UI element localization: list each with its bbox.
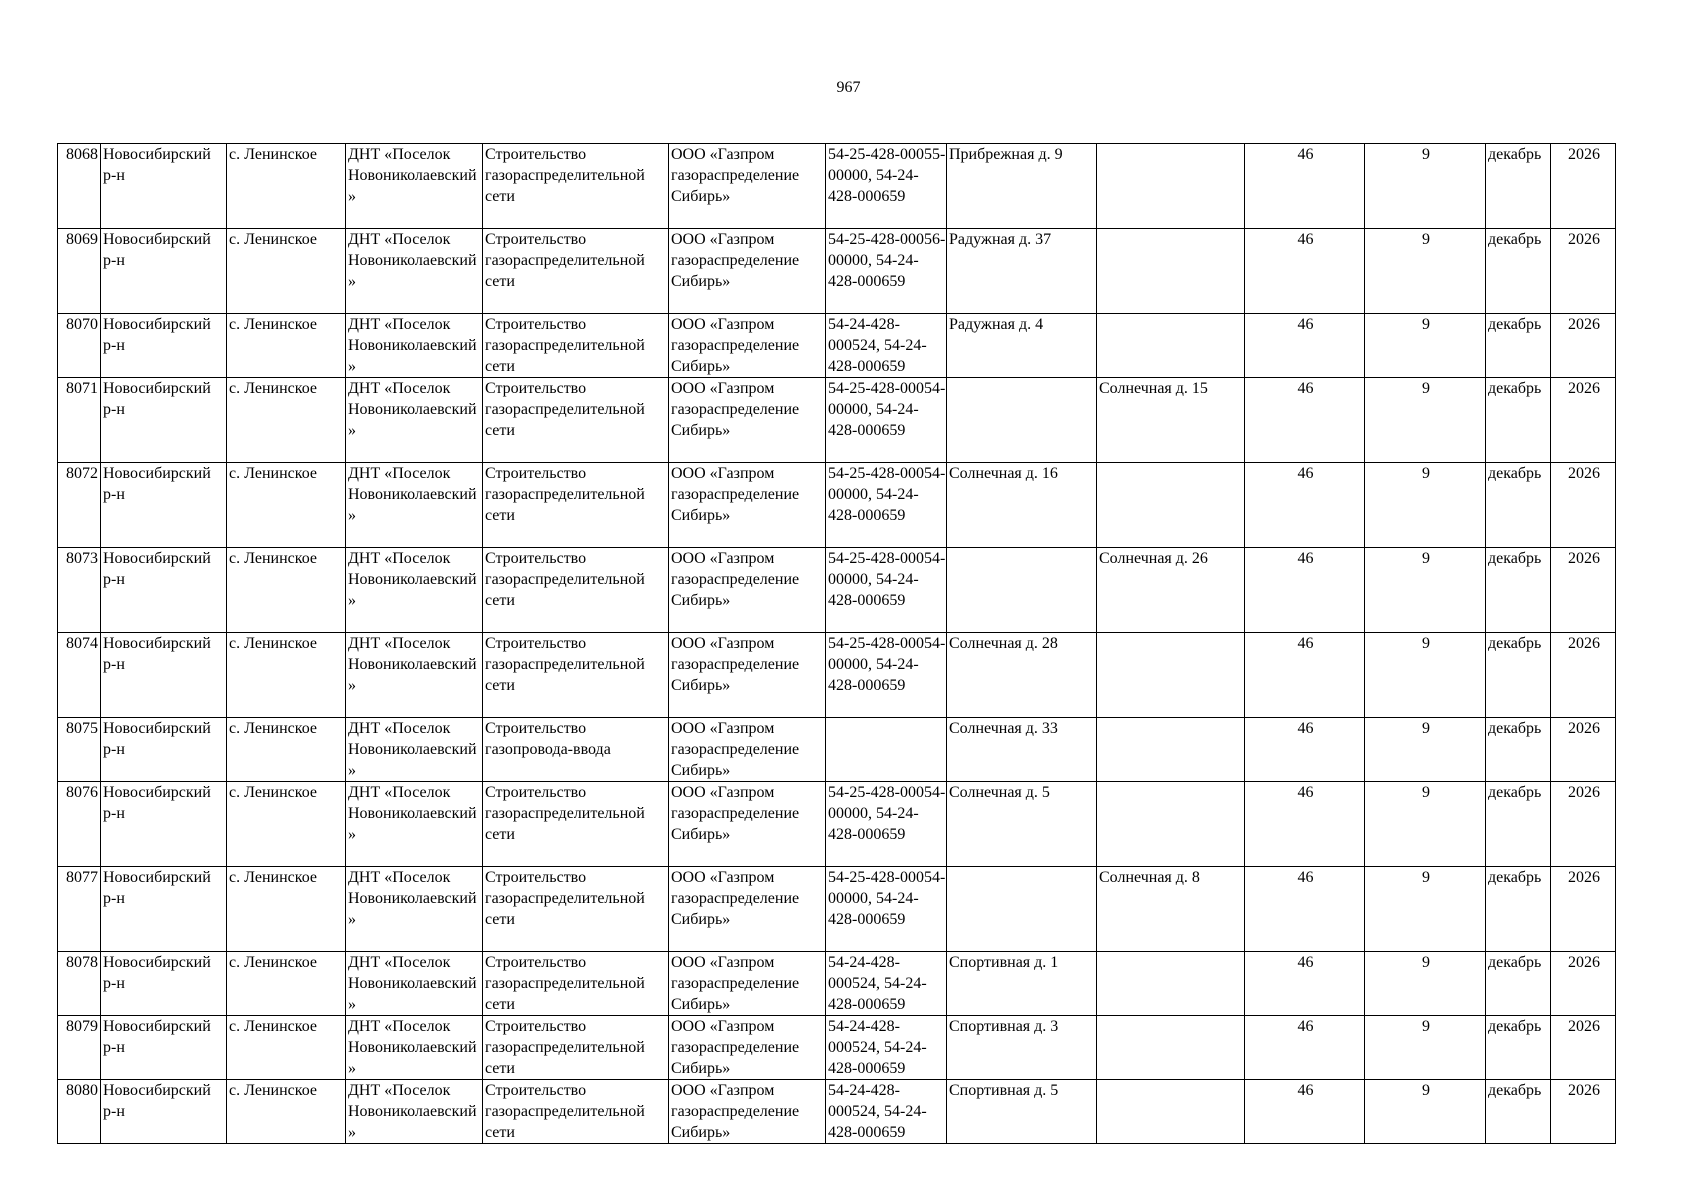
table-row xyxy=(58,314,1616,378)
cell-work-type: Строительство газораспределительной сети xyxy=(483,314,669,378)
cell-organization: ООО «Газпром газораспределение Сибирь» xyxy=(669,718,826,782)
cell-work-type: Строительство газораспределительной сети xyxy=(483,229,669,314)
cell-organization: ООО «Газпром газораспределение Сибирь» xyxy=(669,633,826,718)
cell-value-2: 9 xyxy=(1365,718,1486,782)
cell-address-b xyxy=(1097,952,1245,1016)
cell-locality: с. Ленинское xyxy=(227,952,346,1016)
cell-value-1: 46 xyxy=(1245,144,1365,229)
cell-year: 2026 xyxy=(1551,633,1616,718)
cell-district: Новосибирский р-н xyxy=(101,548,227,633)
cell-year: 2026 xyxy=(1551,144,1616,229)
cell-month: декабрь xyxy=(1486,718,1551,782)
cell-settlement: ДНТ «Поселок Новониколаевский» xyxy=(346,633,483,718)
cell-organization: ООО «Газпром газораспределение Сибирь» xyxy=(669,144,826,229)
table-row xyxy=(58,463,1616,548)
cell-value-2: 9 xyxy=(1365,463,1486,548)
cell-value-2: 9 xyxy=(1365,314,1486,378)
cell-cadastral-numbers: 54-25-428-00054-00000, 54-24-428-000659 xyxy=(826,548,947,633)
cell-address-b xyxy=(1097,718,1245,782)
cell-value-1: 46 xyxy=(1245,378,1365,463)
cell-cadastral-numbers: 54-25-428-00054-00000, 54-24-428-000659 xyxy=(826,463,947,548)
cell-locality: с. Ленинское xyxy=(227,1016,346,1080)
table-row xyxy=(58,952,1616,1016)
cell-year: 2026 xyxy=(1551,782,1616,867)
table-row xyxy=(58,229,1616,314)
cell-number: 8080 xyxy=(58,1080,101,1144)
cell-address-b xyxy=(1097,1016,1245,1080)
cell-organization: ООО «Газпром газораспределение Сибирь» xyxy=(669,867,826,952)
cell-settlement: ДНТ «Поселок Новониколаевский» xyxy=(346,1016,483,1080)
cell-address-b xyxy=(1097,633,1245,718)
cell-organization: ООО «Газпром газораспределение Сибирь» xyxy=(669,229,826,314)
cell-organization: ООО «Газпром газораспределение Сибирь» xyxy=(669,548,826,633)
cell-address-b xyxy=(1097,463,1245,548)
cell-district: Новосибирский р-н xyxy=(101,463,227,548)
cell-value-2: 9 xyxy=(1365,952,1486,1016)
table-row xyxy=(58,144,1616,229)
table-row xyxy=(58,1080,1616,1144)
cell-address-a: Спортивная д. 5 xyxy=(947,1080,1097,1144)
cell-address-a: Спортивная д. 1 xyxy=(947,952,1097,1016)
cell-number: 8072 xyxy=(58,463,101,548)
cell-district: Новосибирский р-н xyxy=(101,867,227,952)
cell-work-type: Строительство газораспределительной сети xyxy=(483,952,669,1016)
cell-address-b xyxy=(1097,144,1245,229)
cell-settlement: ДНТ «Поселок Новониколаевский» xyxy=(346,1080,483,1144)
cell-month: декабрь xyxy=(1486,378,1551,463)
cell-value-2: 9 xyxy=(1365,378,1486,463)
cell-organization: ООО «Газпром газораспределение Сибирь» xyxy=(669,1080,826,1144)
cell-year: 2026 xyxy=(1551,378,1616,463)
cell-locality: с. Ленинское xyxy=(227,463,346,548)
cell-cadastral-numbers: 54-25-428-00054-00000, 54-24-428-000659 xyxy=(826,782,947,867)
cell-work-type: Строительство газораспределительной сети xyxy=(483,867,669,952)
cell-year: 2026 xyxy=(1551,1016,1616,1080)
cell-value-2: 9 xyxy=(1365,782,1486,867)
cell-year: 2026 xyxy=(1551,867,1616,952)
cell-organization: ООО «Газпром газораспределение Сибирь» xyxy=(669,314,826,378)
cell-month: декабрь xyxy=(1486,867,1551,952)
cell-number: 8075 xyxy=(58,718,101,782)
cell-locality: с. Ленинское xyxy=(227,867,346,952)
cell-settlement: ДНТ «Поселок Новониколаевский» xyxy=(346,314,483,378)
table-row xyxy=(58,633,1616,718)
cell-cadastral-numbers: 54-24-428-000524, 54-24-428-000659 xyxy=(826,1016,947,1080)
cell-value-2: 9 xyxy=(1365,548,1486,633)
cell-number: 8076 xyxy=(58,782,101,867)
cell-value-2: 9 xyxy=(1365,633,1486,718)
cell-year: 2026 xyxy=(1551,548,1616,633)
cell-number: 8070 xyxy=(58,314,101,378)
cell-number: 8073 xyxy=(58,548,101,633)
cell-year: 2026 xyxy=(1551,718,1616,782)
cell-work-type: Строительство газораспределительной сети xyxy=(483,1016,669,1080)
cell-address-b: Солнечная д. 26 xyxy=(1097,548,1245,633)
cell-district: Новосибирский р-н xyxy=(101,144,227,229)
cell-number: 8078 xyxy=(58,952,101,1016)
cell-address-a: Солнечная д. 28 xyxy=(947,633,1097,718)
cell-district: Новосибирский р-н xyxy=(101,952,227,1016)
cell-year: 2026 xyxy=(1551,1080,1616,1144)
cell-month: декабрь xyxy=(1486,229,1551,314)
cell-year: 2026 xyxy=(1551,952,1616,1016)
cell-organization: ООО «Газпром газораспределение Сибирь» xyxy=(669,463,826,548)
cell-address-a xyxy=(947,548,1097,633)
cell-locality: с. Ленинское xyxy=(227,229,346,314)
cell-value-1: 46 xyxy=(1245,1080,1365,1144)
cell-address-a xyxy=(947,867,1097,952)
cell-month: декабрь xyxy=(1486,144,1551,229)
cell-value-1: 46 xyxy=(1245,633,1365,718)
cell-address-a: Солнечная д. 16 xyxy=(947,463,1097,548)
cell-address-b xyxy=(1097,1080,1245,1144)
cell-district: Новосибирский р-н xyxy=(101,782,227,867)
cell-year: 2026 xyxy=(1551,463,1616,548)
cell-settlement: ДНТ «Поселок Новониколаевский» xyxy=(346,952,483,1016)
cell-cadastral-numbers xyxy=(826,718,947,782)
cell-cadastral-numbers: 54-24-428-000524, 54-24-428-000659 xyxy=(826,1080,947,1144)
cell-organization: ООО «Газпром газораспределение Сибирь» xyxy=(669,782,826,867)
table-row xyxy=(58,1016,1616,1080)
cell-address-a: Прибрежная д. 9 xyxy=(947,144,1097,229)
cell-month: декабрь xyxy=(1486,1080,1551,1144)
cell-settlement: ДНТ «Поселок Новониколаевский» xyxy=(346,144,483,229)
cell-month: декабрь xyxy=(1486,548,1551,633)
cell-year: 2026 xyxy=(1551,314,1616,378)
cell-value-2: 9 xyxy=(1365,144,1486,229)
cell-address-b xyxy=(1097,782,1245,867)
cell-locality: с. Ленинское xyxy=(227,548,346,633)
table-row xyxy=(58,867,1616,952)
cell-value-1: 46 xyxy=(1245,867,1365,952)
cell-address-b xyxy=(1097,314,1245,378)
cell-address-b: Солнечная д. 8 xyxy=(1097,867,1245,952)
cell-address-a xyxy=(947,378,1097,463)
cell-cadastral-numbers: 54-25-428-00054-00000, 54-24-428-000659 xyxy=(826,867,947,952)
cell-value-2: 9 xyxy=(1365,867,1486,952)
cell-settlement: ДНТ «Поселок Новониколаевский» xyxy=(346,463,483,548)
cell-year: 2026 xyxy=(1551,229,1616,314)
cell-number: 8074 xyxy=(58,633,101,718)
cell-cadastral-numbers: 54-25-428-00054-00000, 54-24-428-000659 xyxy=(826,378,947,463)
cell-district: Новосибирский р-н xyxy=(101,314,227,378)
cell-district: Новосибирский р-н xyxy=(101,1016,227,1080)
table-body xyxy=(58,144,1616,1144)
cell-address-b: Солнечная д. 15 xyxy=(1097,378,1245,463)
cell-address-a: Солнечная д. 33 xyxy=(947,718,1097,782)
cell-work-type: Строительство газораспределительной сети xyxy=(483,144,669,229)
cell-organization: ООО «Газпром газораспределение Сибирь» xyxy=(669,952,826,1016)
cell-number: 8069 xyxy=(58,229,101,314)
cell-month: декабрь xyxy=(1486,633,1551,718)
cell-settlement: ДНТ «Поселок Новониколаевский» xyxy=(346,229,483,314)
cell-work-type: Строительство газораспределительной сети xyxy=(483,1080,669,1144)
cell-month: декабрь xyxy=(1486,463,1551,548)
cell-locality: с. Ленинское xyxy=(227,633,346,718)
cell-district: Новосибирский р-н xyxy=(101,229,227,314)
cell-district: Новосибирский р-н xyxy=(101,378,227,463)
cell-locality: с. Ленинское xyxy=(227,314,346,378)
cell-value-1: 46 xyxy=(1245,718,1365,782)
cell-cadastral-numbers: 54-25-428-00055-00000, 54-24-428-000659 xyxy=(826,144,947,229)
cell-month: декабрь xyxy=(1486,1016,1551,1080)
cell-district: Новосибирский р-н xyxy=(101,633,227,718)
cell-work-type: Строительство газораспределительной сети xyxy=(483,463,669,548)
cell-value-1: 46 xyxy=(1245,1016,1365,1080)
cell-value-1: 46 xyxy=(1245,782,1365,867)
cell-address-a: Солнечная д. 5 xyxy=(947,782,1097,867)
cell-address-a: Спортивная д. 3 xyxy=(947,1016,1097,1080)
cell-cadastral-numbers: 54-25-428-00056-00000, 54-24-428-000659 xyxy=(826,229,947,314)
cell-settlement: ДНТ «Поселок Новониколаевский» xyxy=(346,782,483,867)
cell-month: декабрь xyxy=(1486,314,1551,378)
cell-address-a: Радужная д. 37 xyxy=(947,229,1097,314)
cell-locality: с. Ленинское xyxy=(227,782,346,867)
cell-value-1: 46 xyxy=(1245,548,1365,633)
cell-settlement: ДНТ «Поселок Новониколаевский» xyxy=(346,378,483,463)
cell-value-1: 46 xyxy=(1245,229,1365,314)
cell-number: 8071 xyxy=(58,378,101,463)
cell-value-2: 9 xyxy=(1365,1016,1486,1080)
cell-month: декабрь xyxy=(1486,782,1551,867)
cell-cadastral-numbers: 54-24-428-000524, 54-24-428-000659 xyxy=(826,952,947,1016)
cell-organization: ООО «Газпром газораспределение Сибирь» xyxy=(669,1016,826,1080)
cell-locality: с. Ленинское xyxy=(227,144,346,229)
cell-settlement: ДНТ «Поселок Новониколаевский» xyxy=(346,867,483,952)
cell-cadastral-numbers: 54-25-428-00054-00000, 54-24-428-000659 xyxy=(826,633,947,718)
cell-value-1: 46 xyxy=(1245,952,1365,1016)
cell-locality: с. Ленинское xyxy=(227,378,346,463)
cell-number: 8068 xyxy=(58,144,101,229)
cell-cadastral-numbers: 54-24-428-000524, 54-24-428-000659 xyxy=(826,314,947,378)
cell-district: Новосибирский р-н xyxy=(101,1080,227,1144)
cell-district: Новосибирский р-н xyxy=(101,718,227,782)
page-number: 967 xyxy=(836,79,861,96)
table-row xyxy=(58,548,1616,633)
registry-table xyxy=(57,143,1616,1144)
cell-locality: с. Ленинское xyxy=(227,718,346,782)
cell-work-type: Строительство газораспределительной сети xyxy=(483,782,669,867)
cell-number: 8079 xyxy=(58,1016,101,1080)
cell-value-1: 46 xyxy=(1245,314,1365,378)
cell-settlement: ДНТ «Поселок Новониколаевский» xyxy=(346,718,483,782)
table-row xyxy=(58,378,1616,463)
cell-settlement: ДНТ «Поселок Новониколаевский» xyxy=(346,548,483,633)
cell-month: декабрь xyxy=(1486,952,1551,1016)
cell-number: 8077 xyxy=(58,867,101,952)
cell-organization: ООО «Газпром газораспределение Сибирь» xyxy=(669,378,826,463)
cell-work-type: Строительство газораспределительной сети xyxy=(483,633,669,718)
cell-work-type: Строительство газораспределительной сети xyxy=(483,548,669,633)
cell-value-1: 46 xyxy=(1245,463,1365,548)
cell-locality: с. Ленинское xyxy=(227,1080,346,1144)
cell-value-2: 9 xyxy=(1365,1080,1486,1144)
cell-work-type: Строительство газопровода-ввода xyxy=(483,718,669,782)
table-row xyxy=(58,718,1616,782)
cell-work-type: Строительство газораспределительной сети xyxy=(483,378,669,463)
cell-address-b xyxy=(1097,229,1245,314)
cell-value-2: 9 xyxy=(1365,229,1486,314)
table-row xyxy=(58,782,1616,867)
cell-address-a: Радужная д. 4 xyxy=(947,314,1097,378)
